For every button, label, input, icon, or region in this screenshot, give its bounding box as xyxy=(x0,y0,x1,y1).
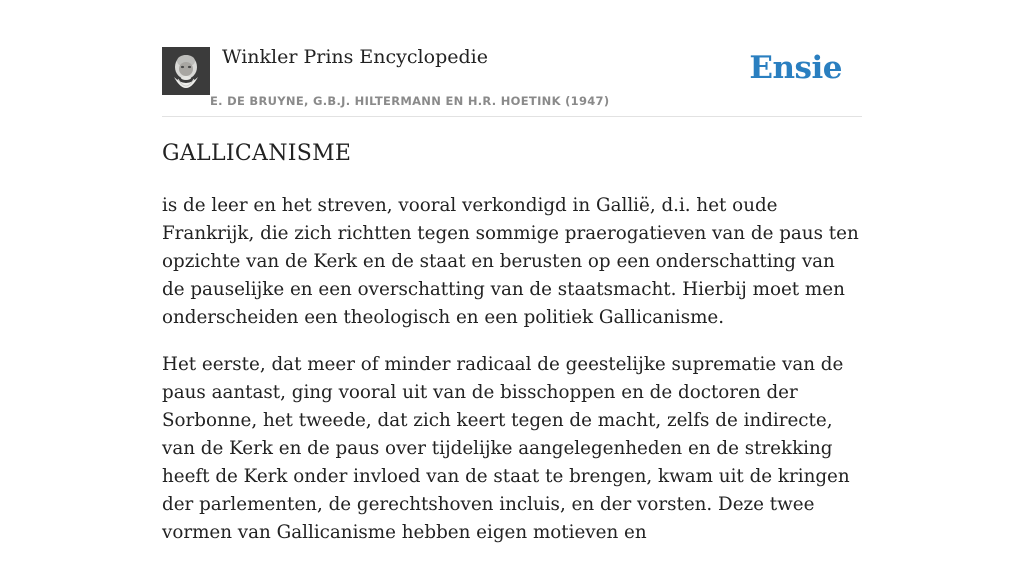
paragraph: Het eerste, dat meer of minder radicaal de geestelijke suprematie van de paus aantast, ging vooral uit van de bisschoppen en de doctoren der Sorbonne, het tweede, dat zich keert tegen de macht, zelfs de indirecte, van de Kerk en de paus over tijdelijke aangelegenheden en de strekking heeft de Kerk onder invloed van de staat te brengen, kwam uit de kringen der parlementen, de gerechtshoven incluis, en der vorsten. Deze twee vormen van Gallicanisme hebben eigen motieven en xyxy=(162,354,850,543)
avatar xyxy=(162,47,210,95)
site-name[interactable]: Winkler Prins Encyclopedie xyxy=(222,46,488,68)
article-body xyxy=(162,192,862,566)
brand-logo[interactable]: Ensie xyxy=(749,50,842,86)
portrait-icon xyxy=(162,47,210,95)
author-byline: E. DE BRUYNE, G.B.J. HILTERMANN EN H.R. HOETINK (1947) xyxy=(210,94,610,108)
page-container xyxy=(162,0,862,543)
paragraph: is de leer en het streven, vooral verkondigd in Gallië, d.i. het oude Frankrijk, die zich richtten tegen sommige praerogatieven van de paus ten opzichte van de Kerk en de staat en berusten op een onderschatting van de pauselijke en een overschatting van de staatsmacht. Hierbij moet men onderscheiden een theologisch en een politiek Gallicanisme. xyxy=(162,195,859,328)
article-title: GALLICANISME xyxy=(162,141,352,166)
header xyxy=(162,0,862,117)
